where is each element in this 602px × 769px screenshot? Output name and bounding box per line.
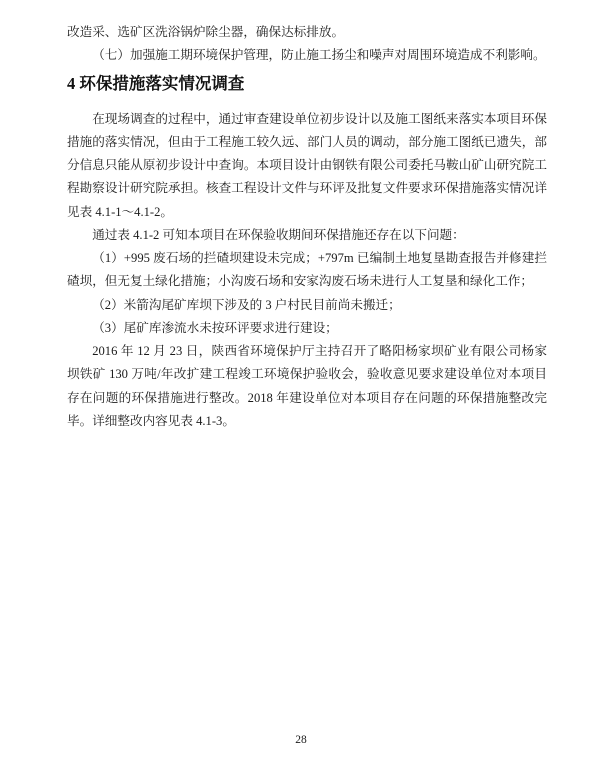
paragraph-survey-intro: 在现场调查的过程中，通过审查建设单位初步设计以及施工图纸来落实本项目环保措施的落实情况，但由于工程施工较久远、部门人员的调动，部分施工图纸已遗失，部分信息只能从原初步设计中查询。本项目设计由钢铁有限公司委托马鞍山矿山研究院工程勘察设计研究院承担。核查工程设计文件与环评及批复文件要求环保措施落实情况详见表 4.1-1～4.1-2。 xyxy=(67,111,547,219)
section-heading: 4 环保措施落实情况调查 xyxy=(67,73,245,93)
paragraph-problem-3: （3）尾矿库渗流水未按环评要求进行建设； xyxy=(92,320,338,335)
paragraph-continuation: 改造采、选矿区洗浴锅炉除尘器，确保达标排放。 xyxy=(67,25,345,39)
page-footer xyxy=(0,730,602,748)
paragraph-problem-1: （1）+995 废石场的拦碴坝建设未完成；+797m 已编制土地复垦勘查报告并修建拦碴坝，但无复土绿化措施；小沟废石场和安家沟废石场未进行人工复垦和绿化工作； xyxy=(67,251,547,289)
paragraph-acceptance-meeting: 2016 年 12 月 23 日，陕西省环境保护厅主持召开了略阳杨家坝矿业有限公司杨家坝铁矿 130 万吨/年改扩建工程竣工环境保护验收会，验收意见要求建设单位对本项目存在问题的环保措施进行整改。2018 年建设单位对本项目存在问题的环保措施整改完毕。详细整改内容见表 4.1-3。 xyxy=(67,344,547,428)
paragraph-problems-lead: 通过表 4.1-2 可知本项目在环保验收期间环保措施还存在以下问题： xyxy=(92,227,465,242)
page-content xyxy=(67,21,547,433)
paragraph-item-seven: （七）加强施工期环境保护管理，防止施工扬尘和噪声对周围环境造成不利影响。 xyxy=(92,48,546,63)
page-number: 28 xyxy=(295,734,307,746)
paragraph-problem-2: （2）米箭沟尾矿库坝下涉及的 3 户村民目前尚未搬迁； xyxy=(92,297,401,312)
